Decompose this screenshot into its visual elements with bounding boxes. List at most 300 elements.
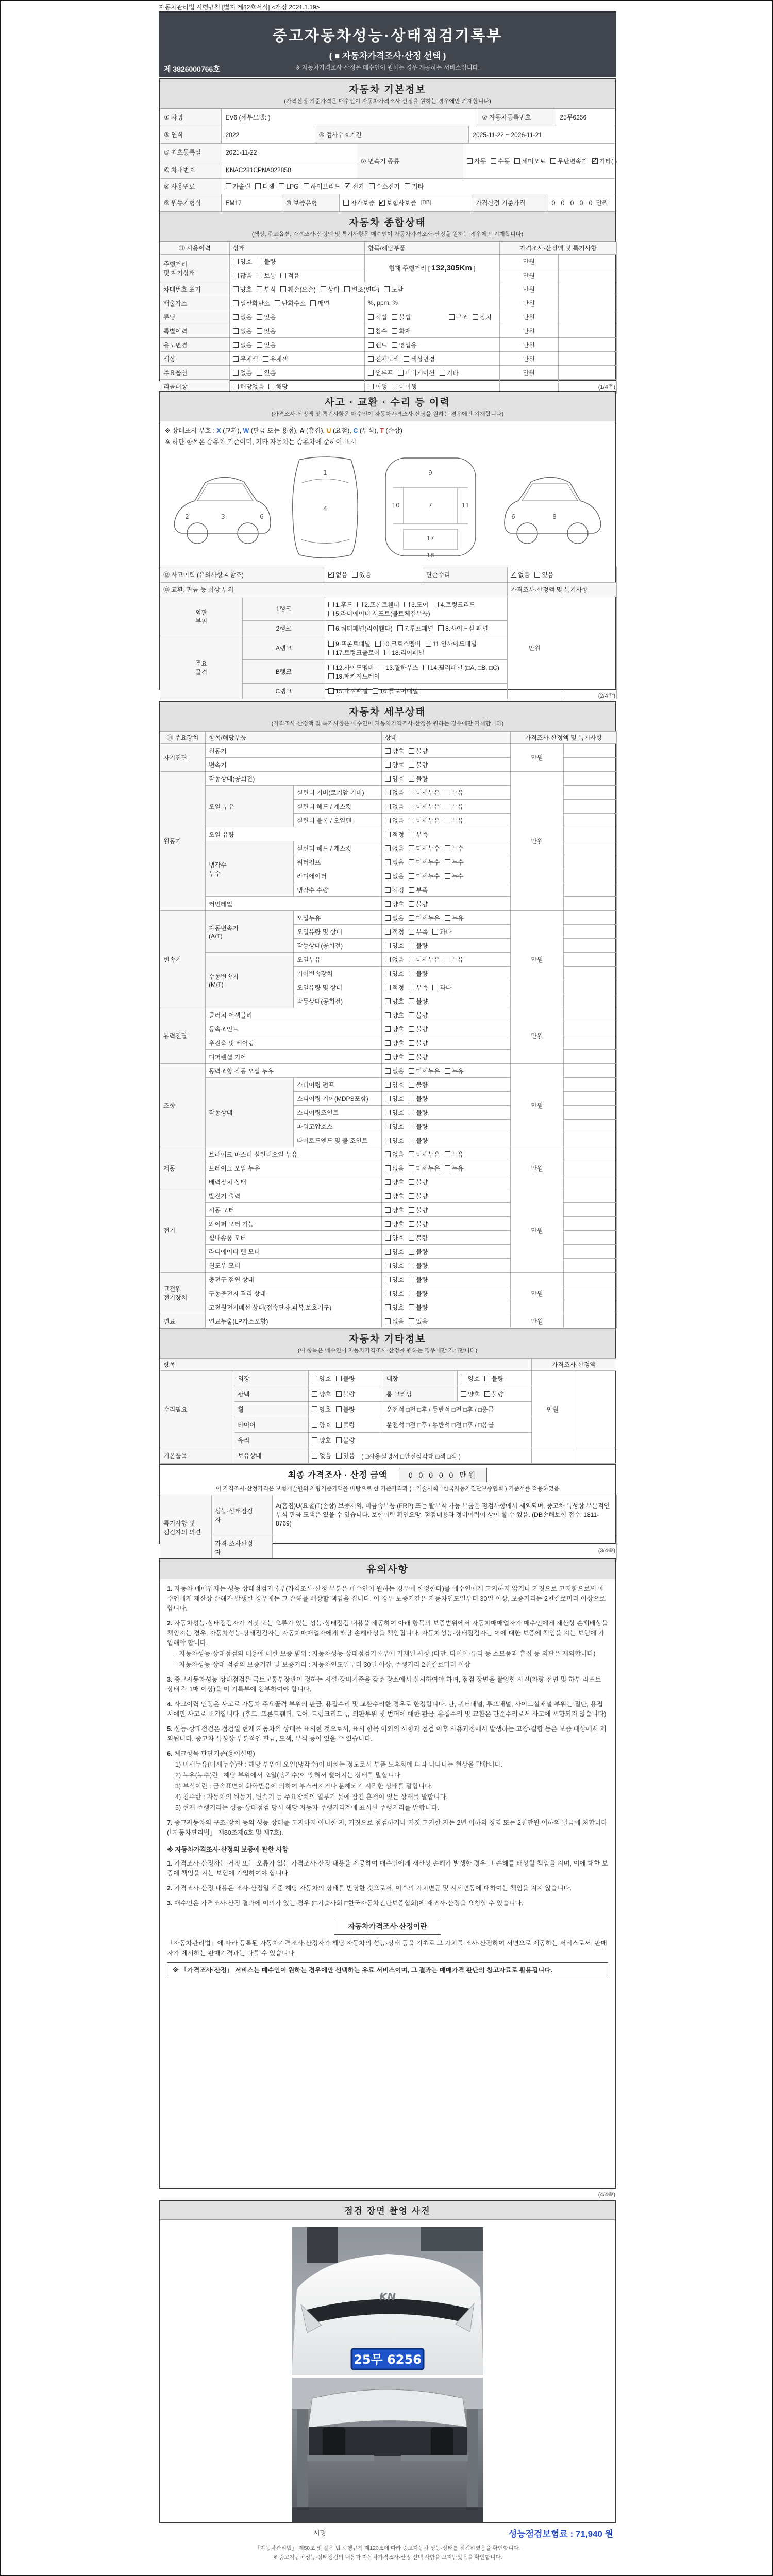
checkbox-option[interactable]: 불량 [484,1374,503,1383]
checkbox-option[interactable]: ✓ 보험사보증 [379,198,416,207]
checkbox[interactable] [336,1422,342,1428]
checkbox[interactable] [409,1138,414,1143]
panel-option[interactable]: 9.프론트패널 [328,639,371,648]
checkbox[interactable] [385,971,391,976]
checkbox-option[interactable]: 불량 [409,1136,428,1145]
checkbox[interactable] [233,328,239,334]
checkbox[interactable] [392,314,397,320]
checkbox-option[interactable]: 미이행 [392,382,417,391]
checkbox-option[interactable]: 미세누유 [409,1150,440,1159]
checkbox[interactable] [233,342,239,348]
checkbox[interactable] [233,286,239,292]
checkbox[interactable] [438,625,444,631]
checkbox[interactable] [233,259,239,264]
checkbox-option[interactable]: 미세누유 [409,955,440,964]
checkbox-option[interactable]: 무채색 [233,354,258,363]
checkbox[interactable] [449,314,455,320]
checkbox-option[interactable]: 변조(변타) [344,285,379,294]
checkbox-option[interactable]: 기타 [405,182,424,191]
checkbox-option[interactable]: 없음 [385,802,404,811]
panel-option[interactable]: 8.사이드실 패널 [438,624,488,633]
checkbox-option[interactable]: 양호 [385,1303,404,1312]
checkbox[interactable] [385,804,391,809]
checkbox[interactable] [409,1124,414,1129]
checkbox[interactable] [409,901,414,907]
checkbox[interactable] [445,1151,450,1157]
checkbox[interactable] [392,328,397,334]
checkbox[interactable] [257,328,262,334]
checkbox-option[interactable]: 없음 [385,788,404,797]
checkbox[interactable] [409,748,414,754]
checkbox-option[interactable]: 양호 [312,1436,331,1445]
checkbox[interactable] [233,273,239,278]
checkbox-option[interactable]: 양호 [385,760,404,769]
checkbox[interactable] [263,356,268,362]
checkbox[interactable] [445,1165,450,1171]
checkbox-option[interactable]: 적법 [368,313,387,321]
checkbox[interactable] [385,1249,391,1255]
checkbox[interactable] [385,1304,391,1310]
checkbox-option[interactable]: 미세누유 [409,913,440,922]
checkbox[interactable] [385,915,391,921]
checkbox[interactable] [280,286,286,292]
checkbox-option[interactable]: 도말 [384,285,403,294]
checkbox-option[interactable]: 양호 [385,1289,404,1298]
panel-option[interactable]: 16.플로어패널 [373,687,418,696]
checkbox[interactable] [257,342,262,348]
checkbox-option[interactable]: 상이 [321,285,340,294]
checkbox-option[interactable]: 양호 [385,1206,404,1214]
checkbox-option[interactable]: 불량 [336,1389,355,1398]
checkbox-option[interactable]: 세미오토 [514,157,545,165]
checkbox[interactable] [534,572,540,578]
checkbox-option[interactable]: 양호 [233,285,252,294]
checkbox-option[interactable]: 미세누유 [409,1164,440,1173]
checkbox[interactable] [445,845,450,851]
panel-option[interactable]: 7.루프패널 [397,624,433,633]
checkbox-option[interactable]: 불량 [409,747,428,755]
checkbox[interactable] [409,943,414,948]
checkbox-option[interactable]: 양호 [385,1136,404,1145]
checkbox-option[interactable]: 누수 [445,844,464,853]
checkbox-option[interactable]: 부식 [257,285,276,294]
checkbox[interactable] [405,183,410,189]
panel-option[interactable]: 12.사이드멤버 [328,663,374,672]
checkbox[interactable] [445,957,450,962]
checkbox[interactable] [409,1040,414,1046]
checkbox[interactable] [368,328,374,334]
checkbox[interactable] [409,1110,414,1115]
panel-option[interactable]: 3.도어 [404,600,428,609]
checkbox-option[interactable]: 양호 [385,1275,404,1284]
checkbox[interactable] [397,625,403,631]
checkbox-option[interactable]: 불량 [409,1219,428,1228]
checkbox[interactable] [385,1207,391,1213]
checkbox[interactable] [409,1054,414,1060]
checkbox-option[interactable]: 양호 [385,1053,404,1061]
checkbox[interactable] [385,832,391,837]
checkbox-option[interactable]: 미세누수 [409,872,440,880]
checkbox-option[interactable]: 적정 [385,886,404,894]
checkbox-option[interactable]: 누유 [445,955,464,964]
checkbox[interactable] [385,998,391,1004]
checkbox-option[interactable]: 불량 [409,1108,428,1117]
checkbox[interactable] [321,286,326,292]
checkbox-option[interactable]: 미세누유 [409,1066,440,1075]
checkbox[interactable] [368,370,374,376]
checkbox-option[interactable]: 양호 [312,1389,331,1398]
checkbox[interactable] [409,1249,414,1255]
checkbox[interactable] [409,1012,414,1018]
checkbox[interactable] [385,1082,391,1088]
checkbox-option[interactable]: 장치 [473,313,492,321]
checkbox[interactable] [409,762,414,768]
checkbox[interactable] [409,1263,414,1268]
checkbox-option[interactable]: 수소전기 [369,182,400,191]
checkbox-option[interactable]: 양호 [385,1025,404,1033]
checkbox[interactable] [409,1179,414,1185]
checkbox[interactable] [275,300,280,306]
checkbox-option[interactable]: 불량 [257,257,276,266]
checkbox-option[interactable]: 불량 [409,1025,428,1033]
checkbox-option[interactable]: 없음 [233,327,252,335]
checkbox[interactable] [385,1040,391,1046]
panel-option[interactable]: 18.리어패널 [384,648,424,657]
checkbox-option[interactable]: 유채색 [263,354,288,363]
checkbox-option[interactable]: 매연 [310,299,329,308]
checkbox-option[interactable]: 있음 [534,570,553,579]
checkbox-option[interactable]: 양호 [385,1039,404,1047]
checkbox[interactable] [484,1391,490,1397]
checkbox[interactable] [409,929,414,935]
checkbox-option[interactable]: 불량 [409,1289,428,1298]
panel-option[interactable]: 2.프론트휀더 [357,600,399,609]
checkbox[interactable] [426,641,431,647]
checkbox-option[interactable]: 해당없음 [233,382,264,391]
checkbox[interactable] [255,183,261,189]
checkbox[interactable] [467,158,473,164]
checkbox[interactable] [328,673,334,679]
checkbox-option[interactable]: 양호 [385,774,404,783]
checkbox[interactable] [409,1277,414,1282]
checkbox[interactable] [385,901,391,907]
panel-option[interactable]: 15.대쉬패널 [328,687,368,696]
checkbox-option[interactable]: 누유 [445,816,464,825]
checkbox-option[interactable]: 없음 [385,858,404,867]
checkbox-option[interactable]: 불량 [409,1039,428,1047]
checkbox-option[interactable]: 없음 [233,313,252,321]
checkbox-option[interactable]: 해당 [268,382,288,391]
checkbox[interactable] [385,845,391,851]
checkbox[interactable] [233,314,239,320]
checkbox[interactable] [312,1391,317,1397]
checkbox-option[interactable]: ✓ 없음 [328,570,347,579]
checkbox[interactable] [312,1376,317,1381]
checkbox[interactable] [445,804,450,809]
checkbox[interactable] [409,971,414,976]
checkbox[interactable] [384,650,390,655]
panel-option[interactable]: 11.인사이드패널 [426,639,477,648]
checkbox[interactable] [409,1026,414,1032]
checkbox[interactable] [257,273,262,278]
checkbox-option[interactable]: 없음 [385,955,404,964]
checkbox[interactable] [385,943,391,948]
checkbox[interactable] [328,625,334,631]
checkbox-option[interactable]: 양호 [385,1080,404,1089]
checkbox-option[interactable]: 수동 [491,157,510,165]
checkbox-option[interactable]: 불량 [336,1374,355,1383]
checkbox[interactable] [369,183,375,189]
checkbox-option[interactable]: 양호 [312,1405,331,1414]
checkbox[interactable] [385,1096,391,1101]
checkbox-option[interactable]: 부족 [409,927,428,936]
checkbox-option[interactable]: 불량 [409,760,428,769]
checkbox-option[interactable]: 양호 [233,257,252,266]
checkbox[interactable] [409,859,414,865]
checkbox[interactable] [257,259,262,264]
checkbox[interactable] [385,985,391,990]
checkbox[interactable] [409,998,414,1004]
checkbox-option[interactable]: 있음 [257,341,276,349]
checkbox[interactable] [328,665,334,670]
checkbox[interactable] [409,1207,414,1213]
checkbox-option[interactable]: 불량 [409,774,428,783]
checkbox-option[interactable]: 네비게이션 [398,368,435,377]
checkbox-option[interactable]: 있음 [409,1317,428,1326]
checkbox-option[interactable]: 있음 [257,313,276,321]
checkbox[interactable] [385,929,391,935]
checkbox-option[interactable]: 누유 [445,913,464,922]
signature-label[interactable]: 서명 [313,2529,327,2537]
checkbox-option[interactable]: 불량 [409,1080,428,1089]
checkbox-option[interactable]: 미세누유 [409,816,440,825]
checkbox-option[interactable]: 있음 [257,368,276,377]
checkbox-option[interactable]: 이행 [368,382,387,391]
checkbox[interactable] [385,790,391,795]
checkbox-option[interactable]: 양호 [385,1261,404,1270]
checkbox-option[interactable]: 불량 [409,969,428,978]
checkbox[interactable] [312,1453,317,1459]
checkbox[interactable] [550,158,556,164]
checkbox[interactable] [409,1151,414,1157]
checkbox[interactable] [491,158,496,164]
checkbox[interactable] [409,1082,414,1088]
checkbox[interactable] [328,611,334,616]
checkbox[interactable] [445,818,450,823]
checkbox-option[interactable]: 미세누유 [409,802,440,811]
checkbox[interactable] [445,790,450,795]
checkbox[interactable] [257,286,262,292]
checkbox-option[interactable]: 자가보증 [343,198,374,207]
checkbox-option[interactable]: 있음 [352,570,371,579]
checkbox[interactable] [392,342,397,348]
checkbox[interactable] [409,1068,414,1074]
checkbox-option[interactable]: 양호 [385,1108,404,1117]
checkbox[interactable] [398,370,404,376]
checkbox[interactable] [409,1096,414,1101]
checkbox[interactable] [312,1437,317,1443]
checkbox[interactable] [404,356,409,362]
checkbox-option[interactable]: 불량 [409,1178,428,1187]
checkbox-option[interactable]: 적정 [385,983,404,992]
checkbox-option[interactable]: 디젤 [255,182,274,191]
checkbox-option[interactable]: 불법 [392,313,411,321]
checkbox-option[interactable]: 불량 [409,1275,428,1284]
checkbox[interactable] [409,887,414,893]
checkbox-option[interactable]: 양호 [385,1192,404,1200]
checkbox[interactable] [385,1179,391,1185]
checkbox-option[interactable]: 구조 [449,313,468,321]
panel-option[interactable]: 14.필러패널 (□A, □B, □C) [423,663,499,672]
checkbox-option[interactable]: 불량 [336,1436,355,1445]
checkbox[interactable] [385,1138,391,1143]
checkbox-option[interactable]: ✓ 기타( ) [592,157,617,165]
checkbox-option[interactable]: 누수 [445,858,464,867]
checkbox[interactable] [473,314,478,320]
checkbox[interactable] [385,1277,391,1282]
checkbox[interactable] [312,1406,317,1412]
panel-option[interactable]: 17.트렁크플로어 [328,648,380,657]
checkbox-option[interactable]: ✓ 전기 [345,182,364,191]
checkbox[interactable] [336,1437,342,1443]
checkbox-option[interactable]: 양호 [385,997,404,1006]
panel-option[interactable]: 5.라디에이터 서포트(볼트체결부품) [328,609,430,618]
checkbox-option[interactable]: 불량 [409,1261,428,1270]
checkbox-option[interactable]: 훼손(오손) [280,285,315,294]
checkbox-option[interactable]: 양호 [385,1122,404,1131]
checkbox-option[interactable]: 보통 [257,271,276,280]
checkbox-option[interactable]: 과다 [432,927,451,936]
checkbox-option[interactable]: 미세누수 [409,858,440,867]
checkbox-option[interactable]: 불량 [484,1389,503,1398]
checkbox[interactable] [461,1391,466,1397]
checkbox[interactable] [328,641,334,647]
checkbox[interactable] [280,273,286,278]
checkbox-option[interactable]: 불량 [409,1094,428,1103]
checkbox-option[interactable]: 양호 [385,1219,404,1228]
checkbox-option[interactable]: 없음 [233,368,252,377]
checkbox[interactable] [385,1068,391,1074]
checkbox[interactable] [375,641,381,647]
checkbox[interactable] [385,748,391,754]
checkbox[interactable] [385,1110,391,1115]
checkbox-option[interactable]: 누수 [445,872,464,880]
checkbox-option[interactable]: 양호 [385,1011,404,1020]
checkbox[interactable] [226,183,231,189]
checkbox-option[interactable]: 없음 [385,913,404,922]
checkbox-option[interactable]: 없음 [233,341,252,349]
checkbox-option[interactable]: 불량 [409,1233,428,1242]
checkbox[interactable] [409,1318,414,1324]
checkbox-option[interactable]: 누유 [445,802,464,811]
checkbox[interactable] [409,1291,414,1296]
checkbox[interactable] [328,650,334,655]
checkbox[interactable] [379,200,385,206]
checkbox[interactable] [385,1263,391,1268]
checkbox[interactable] [409,804,414,809]
checkbox-option[interactable]: 양호 [385,1178,404,1187]
checkbox-option[interactable]: 불량 [409,1303,428,1312]
checkbox-option[interactable]: 있음 [336,1451,355,1460]
checkbox-option[interactable]: 미세누수 [409,844,440,853]
checkbox-option[interactable]: 불량 [409,1122,428,1131]
checkbox[interactable] [312,1422,317,1428]
checkbox-option[interactable]: 양호 [312,1420,331,1429]
checkbox[interactable] [385,818,391,823]
checkbox[interactable] [343,200,349,206]
checkbox[interactable] [233,370,239,376]
checkbox[interactable] [461,1376,466,1381]
checkbox[interactable] [233,356,239,362]
checkbox[interactable] [328,572,334,578]
checkbox-option[interactable]: 불량 [409,1011,428,1020]
checkbox[interactable] [385,1193,391,1199]
checkbox[interactable] [409,957,414,962]
checkbox[interactable] [328,602,334,607]
checkbox[interactable] [409,985,414,990]
checkbox-option[interactable]: 없음 [312,1451,331,1460]
checkbox[interactable] [368,314,374,320]
checkbox[interactable] [257,370,262,376]
checkbox-option[interactable]: 많음 [233,271,252,280]
checkbox-option[interactable]: 전체도색 [368,354,399,363]
checkbox-option[interactable]: 불량 [336,1420,355,1429]
checkbox-option[interactable]: 있음 [257,327,276,335]
checkbox[interactable] [409,1304,414,1310]
checkbox-option[interactable]: 누유 [445,1066,464,1075]
checkbox[interactable] [352,572,358,578]
checkbox-option[interactable]: 불량 [409,1192,428,1200]
checkbox[interactable] [385,762,391,768]
checkbox-option[interactable]: 양호 [385,1094,404,1103]
checkbox[interactable] [379,665,384,670]
checkbox[interactable] [409,776,414,782]
checkbox[interactable] [257,314,262,320]
checkbox[interactable] [404,602,410,607]
checkbox[interactable] [445,1068,450,1074]
checkbox[interactable] [409,1221,414,1227]
checkbox-option[interactable]: 양호 [385,1247,404,1256]
checkbox-option[interactable]: 적정 [385,830,404,839]
checkbox[interactable] [445,873,450,879]
checkbox-option[interactable]: 양호 [385,941,404,950]
checkbox-option[interactable]: 가솔린 [226,182,251,191]
checkbox[interactable] [384,286,390,292]
checkbox[interactable] [385,1165,391,1171]
checkbox-option[interactable]: 불량 [409,1206,428,1214]
checkbox[interactable] [385,1151,391,1157]
checkbox-option[interactable]: 적음 [280,271,299,280]
checkbox-option[interactable]: 불량 [409,900,428,908]
checkbox-option[interactable]: 침수 [368,327,387,335]
checkbox[interactable] [385,1235,391,1241]
checkbox[interactable] [357,602,363,607]
checkbox[interactable] [344,286,350,292]
checkbox[interactable] [279,183,284,189]
checkbox[interactable] [409,1165,414,1171]
checkbox-option[interactable]: 무단변속기 [550,157,587,165]
checkbox[interactable] [385,1124,391,1129]
checkbox[interactable] [385,873,391,879]
checkbox[interactable] [432,929,438,935]
checkbox[interactable] [409,832,414,837]
checkbox-option[interactable]: 불량 [336,1405,355,1414]
checkbox-option[interactable]: 불량 [409,941,428,950]
panel-option[interactable]: 4.트렁크리드 [433,600,475,609]
checkbox-option[interactable]: 없음 [385,1317,404,1326]
checkbox-option[interactable]: 영업용 [392,341,417,349]
checkbox-option[interactable]: 탄화수소 [275,299,306,308]
